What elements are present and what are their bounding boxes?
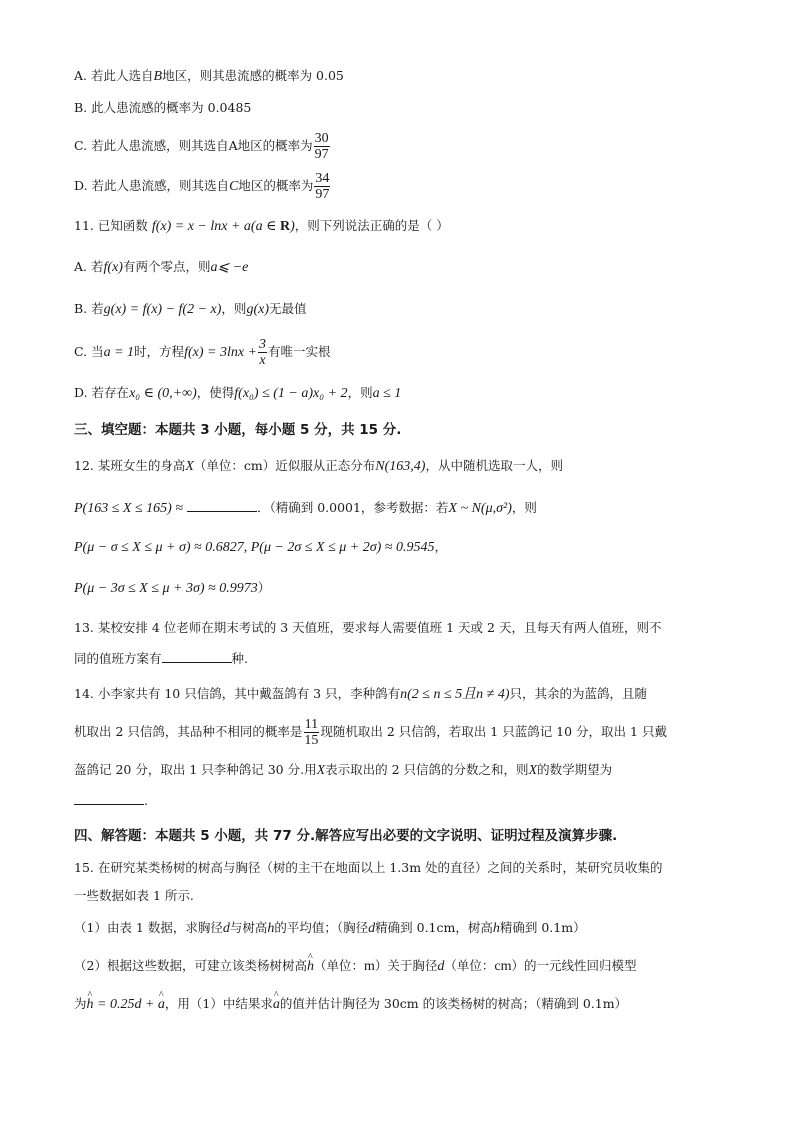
question-text: ）的一元线性回归模型 [511, 958, 637, 973]
option-text: 若存在 [91, 385, 130, 400]
question-text: ．（精确到 0.0001，参考数据：若 [256, 500, 449, 515]
math-expression: P(163 ≤ X ≤ 165) ≈ [74, 501, 183, 516]
option-label: A. [74, 68, 88, 83]
option-label: C. [74, 138, 88, 153]
math-var: h [492, 921, 500, 936]
q14-line-2 [74, 712, 667, 752]
math-expression: x₀ ∈ (0,+∞) [129, 386, 197, 401]
question-text: 盔鸽记 20 分，取出 1 只李种鸽记 30 分.用 [74, 762, 317, 777]
answer-blank[interactable] [187, 497, 257, 512]
question-text: ，从中随机选取一人，则 [425, 458, 563, 473]
question-text: 为 [74, 996, 87, 1011]
q11-option-c [74, 332, 331, 373]
question-text: 表示取出的 2 只信鸽的分数之和，则 [325, 762, 529, 777]
math-var-hat: ^ a [273, 995, 280, 1015]
q12-line-4 [74, 578, 270, 599]
option-text: ，则 [347, 385, 373, 400]
option-label: B. [74, 301, 88, 316]
option-text: ，则 [221, 301, 247, 316]
question-text: （单位：cm）近似服从正态分布 [193, 458, 376, 473]
math-var: C [229, 179, 239, 194]
math-var-hat: ^ h [307, 957, 314, 977]
question-text: 11. 已知函数 [74, 218, 148, 233]
denominator: 15 [304, 733, 319, 748]
math-expression: N(163,4) [375, 459, 426, 474]
option-text: 此人患流感的概率为 0.0485 [91, 100, 252, 115]
math-unit: m [363, 959, 375, 974]
option-text: 有两个零点，则 [122, 259, 211, 274]
question-text: 14. 小李家共有 10 只信鸽，其中戴盔鸽有 3 只，李种鸽有 [74, 686, 401, 701]
question-text: 同的值班方案有 [74, 651, 162, 666]
q11-stem [74, 216, 449, 237]
math-var: X [316, 763, 326, 778]
math-var-hat: ^ h [87, 995, 94, 1015]
math-var: h [267, 921, 275, 936]
q12-line-3 [74, 537, 447, 558]
q15-part-2-cont [74, 994, 627, 1015]
option-text: 若此人患流感，则其选自 [91, 178, 230, 193]
question-text: 与树高 [229, 920, 268, 935]
question-text: （1）由表 1 数据，求胸径 [74, 920, 223, 935]
question-text: 的平均值；（胸径 [274, 920, 369, 935]
q14-line-3 [74, 760, 612, 781]
question-text: 只，其余的为蓝鸽，且随 [509, 686, 647, 701]
question-text: 现随机取出 2 只信鸽，若取出 1 只蓝鸽记 10 分，取出 1 只戴 [320, 724, 667, 739]
q15-part-2 [74, 956, 637, 977]
denominator: x [259, 353, 266, 368]
q14-line-1 [74, 684, 647, 705]
q12-line-2 [74, 497, 537, 519]
question-text: 精确到 0.1cm，树高 [375, 920, 493, 935]
math-var: d [368, 921, 376, 936]
answer-blank[interactable] [74, 790, 144, 805]
math-expression: P(μ − 3σ ≤ X ≤ μ + 3σ) ≈ 0.9973 [74, 581, 258, 596]
option-text: 有唯一实根 [268, 344, 331, 359]
question-text: 的数学期望为 [537, 762, 613, 777]
math-expression: f(x₀) ≤ (1 − a)x₀ + 2 [234, 386, 348, 401]
option-text: 若 [91, 301, 104, 316]
math-set: R [279, 219, 291, 234]
math-var: X [185, 459, 194, 474]
option-label: D. [74, 385, 88, 400]
math-expression: g(x) = f(x) − f(2 − x) [103, 302, 222, 317]
option-text: 若 [91, 259, 104, 274]
math-expression: g(x) [246, 302, 269, 317]
math-var-hat: ^ a [158, 995, 165, 1015]
question-text: ，用（1）中结果求 [164, 996, 273, 1011]
math-expression: a⩽ −e [210, 260, 249, 275]
punctuation: ， [434, 539, 447, 554]
punctuation: . [144, 793, 148, 808]
fraction [303, 717, 319, 748]
question-text: （单位： [444, 958, 495, 973]
math-expression: = 0.25d + [93, 997, 158, 1012]
option-label: B. [74, 100, 88, 115]
fraction [258, 337, 267, 368]
denominator: 97 [314, 147, 329, 162]
option-text: 地区，则其患流感的概率为 0.05 [162, 68, 344, 83]
q10-option-a [74, 66, 344, 87]
q11-option-b [74, 299, 307, 320]
q14-line-4 [74, 790, 148, 811]
option-text: 当 [91, 344, 104, 359]
q15-line-1: 15. 在研究某类杨树的树高与胸径（树的主干在地面以上 1.3m 处的直径）之间的关系时，某研究员收集的 [74, 860, 663, 875]
math-expression: a ≤ 1 [372, 386, 402, 401]
option-text: ，使得 [196, 385, 235, 400]
option-text: 若此人患流感，则其选自A地区的概率为 [91, 138, 313, 153]
question-text: 精确到 0.1m） [499, 920, 586, 935]
math-expression: X ~ N(μ,σ²) [448, 501, 512, 516]
option-text: 无最值 [268, 301, 307, 316]
math-expression: f(x) [103, 260, 123, 275]
math-expression: n(2 ≤ n ≤ 5且n ≠ 4) [400, 687, 510, 702]
q12-line-1 [74, 456, 563, 477]
question-text: ，则 [511, 500, 537, 515]
option-text: 时，方程 [134, 344, 185, 359]
question-text: 机取出 2 只信鸽，其品种不相同的概率是 [74, 724, 303, 739]
answer-blank[interactable] [162, 648, 232, 663]
numerator: 30 [314, 131, 329, 146]
fraction [314, 171, 330, 202]
q10-option-b [74, 98, 251, 118]
section-4-heading: 四、解答题：本题共 5 小题，共 77 分.解答应写出必要的文字说明、证明过程及演算步骤. [74, 828, 618, 844]
q15-part-1 [74, 918, 586, 939]
option-text: 若此人选自 [91, 68, 154, 83]
q10-option-d [74, 166, 331, 207]
math-paren: ) [290, 219, 295, 234]
option-label: C. [74, 344, 88, 359]
option-label: A. [74, 259, 88, 274]
numerator: 34 [315, 171, 330, 186]
question-text: （2）根据这些数据，可建立该类杨树树高 [74, 958, 307, 973]
question-text: 12. 某班女生的身高 [74, 458, 186, 473]
numerator: 11 [304, 717, 319, 732]
q11-option-d [74, 383, 401, 404]
math-expression: a = 1 [103, 345, 135, 360]
section-3-heading: 三、填空题：本题共 3 小题，每小题 5 分，共 15 分. [74, 422, 402, 438]
math-expression: f(x) = x − lnx + a(a ∈ [151, 219, 280, 234]
option-text: 地区的概率为 [238, 178, 314, 193]
math-expression: f(x) = 3lnx + [184, 345, 257, 360]
question-text: （单位： [313, 958, 364, 973]
math-expression: P(μ − σ ≤ X ≤ μ + σ) ≈ 0.6827, P(μ − 2σ ≤ X ≤ μ + 2σ) ≈ 0.9545 [74, 540, 435, 555]
denominator: 97 [315, 187, 330, 202]
q13-line-1: 13. 某校安排 4 位老师在期末考试的 3 天值班，要求每人需要值班 1 天或 2 天，且每天有两人值班，则不 [74, 620, 662, 635]
math-var: d [222, 921, 230, 936]
math-var: X [528, 763, 538, 778]
question-text: 种. [231, 651, 248, 666]
question-text: ，则下列说法正确的是（ ） [294, 218, 449, 233]
q11-option-a [74, 257, 248, 278]
q15-line-2: 一些数据如表 1 所示. [74, 888, 194, 903]
math-unit: cm [494, 959, 512, 974]
fraction [314, 131, 330, 162]
numerator: 3 [259, 337, 266, 352]
question-text: ）关于胸径 [374, 958, 438, 973]
option-label: D. [74, 178, 88, 193]
math-var: d [437, 959, 445, 974]
math-var: B [153, 69, 163, 84]
q10-option-c [74, 126, 331, 166]
question-text: 的值并估计胸径为 30cm 的该类杨树的树高；（精确到 0.1m） [279, 996, 628, 1011]
q13-line-2 [74, 648, 248, 669]
punctuation: ） [257, 580, 271, 595]
